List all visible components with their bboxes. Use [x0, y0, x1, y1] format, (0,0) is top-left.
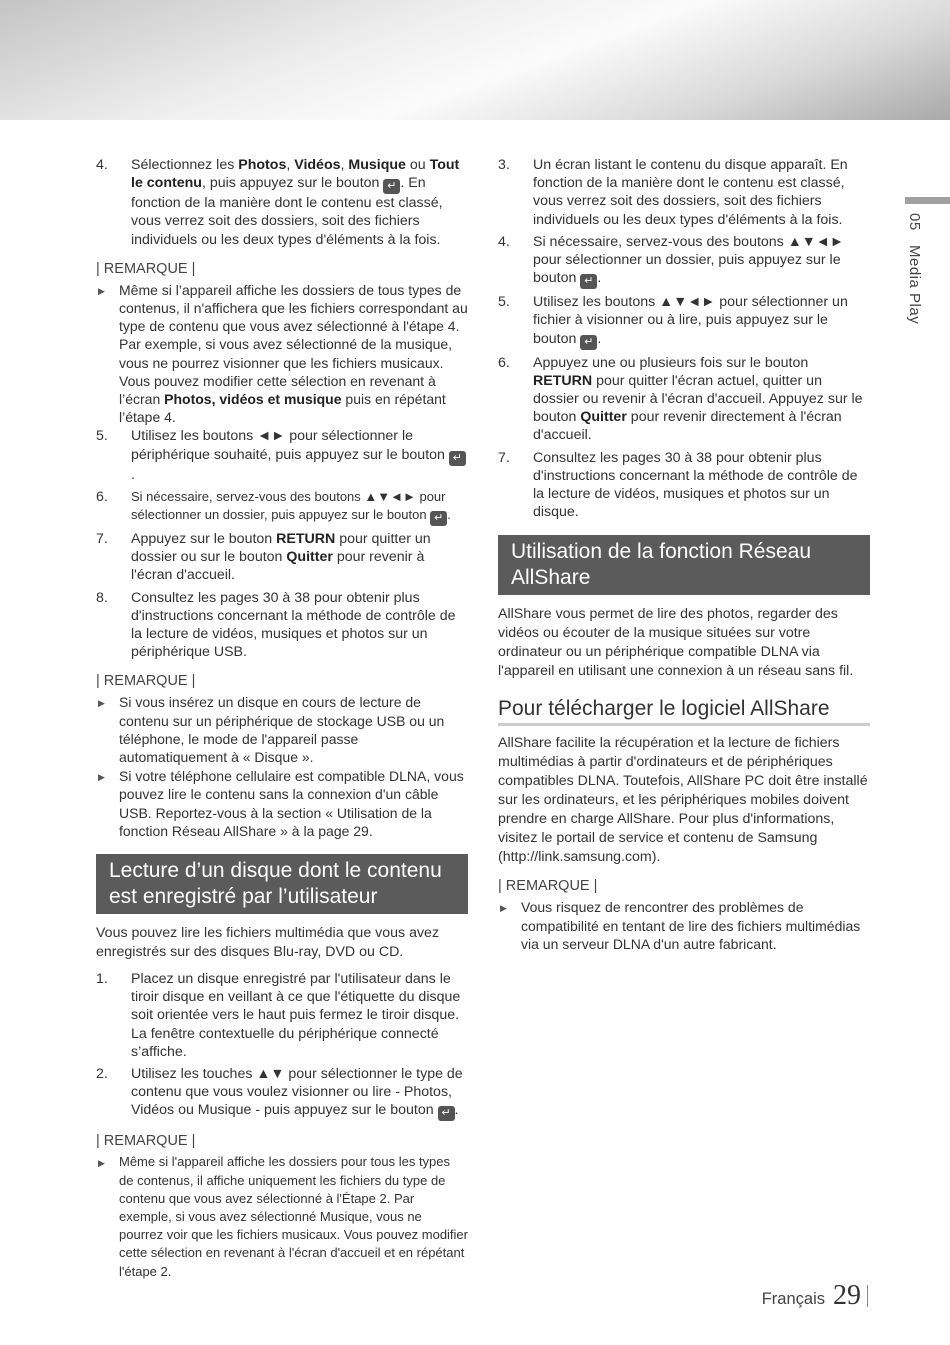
remark-item: ▶ Même si l'appareil affiche les dossiers pour tous les types de contenus, il affiche uniquement les fichiers du type de contenu que vous avez sélectionné à l'Étape 2. Par exemple, si vous avez sélectionné Musique, vous ne pourrez voir que les fichiers musicaux. Vous pouvez modifier cette sélection en revenant à l'écran d'accueil et en répétant l'étape 2.: [96, 1153, 468, 1280]
step-text: Appuyez une ou plusieurs fois sur le bouton RETURN pour quitter l'écran actuel, quitter un dossier ou revenir à l'écran d'accueil. Appuyez sur le bouton Quitter pour revenir directement à l'écran d'accueil.: [533, 354, 863, 444]
triangle-bullet-icon: ▶: [500, 903, 507, 914]
chapter-tab: [905, 197, 950, 204]
chapter-label: [906, 213, 923, 338]
step-text: Utilisez les touches ▲▼ pour sélectionner le type de contenu que vous voulez visionner ou lire - Photos, Vidéos ou Musique - puis appuyez sur le bouton ↵ .: [131, 1065, 463, 1120]
step-number: 6.: [498, 354, 510, 371]
step-text: Placez un disque enregistré par l'utilisateur dans le tiroir disque en veillant à ce que l'étiquette du disque soit orientée vers le haut puis fermez le tiroir disque. La fenêtre contextuelle du périphérique connecté s’affiche.: [131, 970, 461, 1060]
step-1: [96, 970, 468, 1061]
step-number: 1.: [96, 970, 108, 987]
step-number: 6.: [96, 488, 108, 505]
enter-button-icon: ↵: [430, 511, 447, 526]
step-text: Sélectionnez les Photos, Vidéos, Musique ou Tout le contenu, puis appuyez sur le bouton ↵ . En fonction de la manière dont le contenu est classé, vous verrez soit des dossiers, soit des fichiers individuels ou les deux types d'éléments à la fois.: [131, 157, 460, 248]
section-heading: Utilisation de la fonction Réseau AllShare: [498, 535, 870, 595]
section-intro: AllShare vous permet de lire des photos, regarder des vidéos ou écouter de la musique situées sur votre ordinateur ou un périphérique compatible DLNA via l'appareil en utilisant une connexion à un réseau sans fil.: [498, 606, 854, 680]
step-text: Utilisez les boutons ▲▼◄► pour sélectionner un fichier à visionner ou à lire, puis appuyez sur le bouton ↵ .: [533, 294, 848, 348]
step-text: Si nécessaire, servez-vous des boutons ▲▼◄► pour sélectionner un dossier, puis appuyez sur le bouton ↵ .: [533, 233, 844, 288]
step-4: [96, 156, 468, 249]
subsection-heading: Pour télécharger le logiciel AllShare: [498, 697, 870, 726]
step-text: Appuyez sur le bouton RETURN pour quitter un dossier ou sur le bouton Quitter pour revenir à l'écran d'accueil.: [131, 531, 431, 584]
enter-button-icon: ↵: [580, 335, 597, 350]
page-number: 29: [833, 1280, 861, 1311]
header-gradient-band: [0, 0, 950, 120]
step-number: 7.: [498, 449, 510, 466]
step-number: 3.: [498, 157, 510, 173]
section-heading: Lecture d’un disque dont le contenu est enregistré par l’utilisateur: [96, 854, 468, 914]
step-7: [498, 449, 870, 522]
step-number: 2.: [96, 1065, 108, 1082]
step-number: 8.: [96, 589, 108, 606]
remark-item: ▶ Si votre téléphone cellulaire est compatible DLNA, vous pouvez lire le contenu sans la connexion d'un câble USB. Reportez-vous à la section « Utilisation de la fonction Réseau AllShare » à la page 29.: [98, 768, 464, 839]
chapter-number: 05: [906, 213, 923, 231]
remark-label: | REMARQUE |: [96, 673, 196, 690]
enter-button-icon: ↵: [580, 274, 597, 289]
step-5: [498, 293, 870, 349]
enter-button-icon: ↵: [383, 179, 400, 194]
language-label: Français: [761, 1290, 825, 1308]
step-4: [498, 233, 870, 289]
step-text: Consultez les pages 30 à 38 pour obtenir plus d'instructions concernant la méthode de contrôle de la lecture de vidéos, musiques et photos sur un disque.: [533, 449, 858, 521]
section-intro: Vous pouvez lire les fichiers multimédia que vous avez enregistrés sur des disques Blu-ray, DVD ou CD.: [96, 925, 440, 960]
remark-label: | REMARQUE |: [96, 260, 196, 277]
step-5: [96, 427, 468, 483]
subsection-text: AllShare facilite la récupération et la lecture de fichiers multimédias à partir d'ordinateurs et de périphériques compatibles DLNA. Toutefois, AllShare PC doit être installé sur les ordinateurs, et les périphériques mobiles doivent prendre en charge AllShare. Pour plus d'informations, visitez le portail de service et contenu de Samsung (http://link.samsung.com).: [498, 735, 868, 865]
enter-button-icon: ↵: [449, 451, 466, 466]
remark-item: ▶ Même si l’appareil affiche les dossiers de tous types de contenus, il n'affichera que les fichiers correspondant au type de contenu que vous avez sélectionné à l'étape 4. Par exemple, si vous avez sélectionné de la musique, vous ne pourrez visionner que les fichiers musicaux. Vous pouvez modifier cette sélection en revenant à l’écran Photos, vidéos et musique puis en répétant l’étape 4.: [98, 281, 468, 426]
remark-item: ▶ Si vous insérez un disque en cours de lecture de contenu sur un périphérique de stockage USB ou un téléphone, le mode de l'appareil passe automatiquement à « Disque ».: [98, 694, 445, 766]
step-2: [96, 1065, 468, 1121]
triangle-bullet-icon: ▶: [98, 285, 105, 296]
footer-divider: [867, 1285, 868, 1307]
step-number: 5.: [498, 294, 510, 311]
step-6: [96, 488, 468, 526]
enter-button-icon: ↵: [438, 1106, 455, 1121]
remark-label: | REMARQUE |: [498, 878, 598, 895]
triangle-bullet-icon: ▶: [98, 1158, 105, 1169]
chapter-title: Media Play: [906, 244, 923, 324]
step-number: 4.: [498, 233, 510, 250]
step-text: Si nécessaire, servez-vous des boutons ▲▼◄► pour sélectionner un dossier, puis appuyez sur le bouton ↵ .: [131, 488, 451, 525]
step-8: [96, 589, 468, 662]
left-column: [96, 156, 468, 1282]
triangle-bullet-icon: ▶: [98, 698, 105, 709]
step-number: 5.: [96, 428, 108, 445]
step-6: [498, 354, 870, 445]
step-text: Un écran listant le contenu du disque apparaît. En fonction de la manière dont le contenu est classé, vous verrez soit des dossiers, soit des fichiers individuels ou les deux types d'éléments à la fois.: [533, 157, 848, 228]
step-number: 7.: [96, 531, 108, 548]
step-text: Utilisez les boutons ◄► pour sélectionner le périphérique souhaité, puis appuyez sur le bouton ↵.: [131, 427, 468, 483]
step-3: [498, 156, 870, 229]
step-7: [96, 530, 468, 585]
remark-item: ▶ Vous risquez de rencontrer des problèmes de compatibilité en tentant de lire des fichiers multimédias via un serveur DLNA d'un autre fabricant.: [500, 899, 861, 952]
page-footer: [762, 1280, 868, 1312]
right-column: [498, 156, 870, 954]
step-number: 4.: [96, 157, 108, 173]
step-text: Consultez les pages 30 à 38 pour obtenir plus d'instructions concernant la méthode de contrôle de la lecture de vidéos, musiques et photos sur un périphérique USB.: [131, 589, 456, 661]
triangle-bullet-icon: ▶: [98, 772, 105, 783]
remark-label: | REMARQUE |: [96, 1133, 196, 1150]
